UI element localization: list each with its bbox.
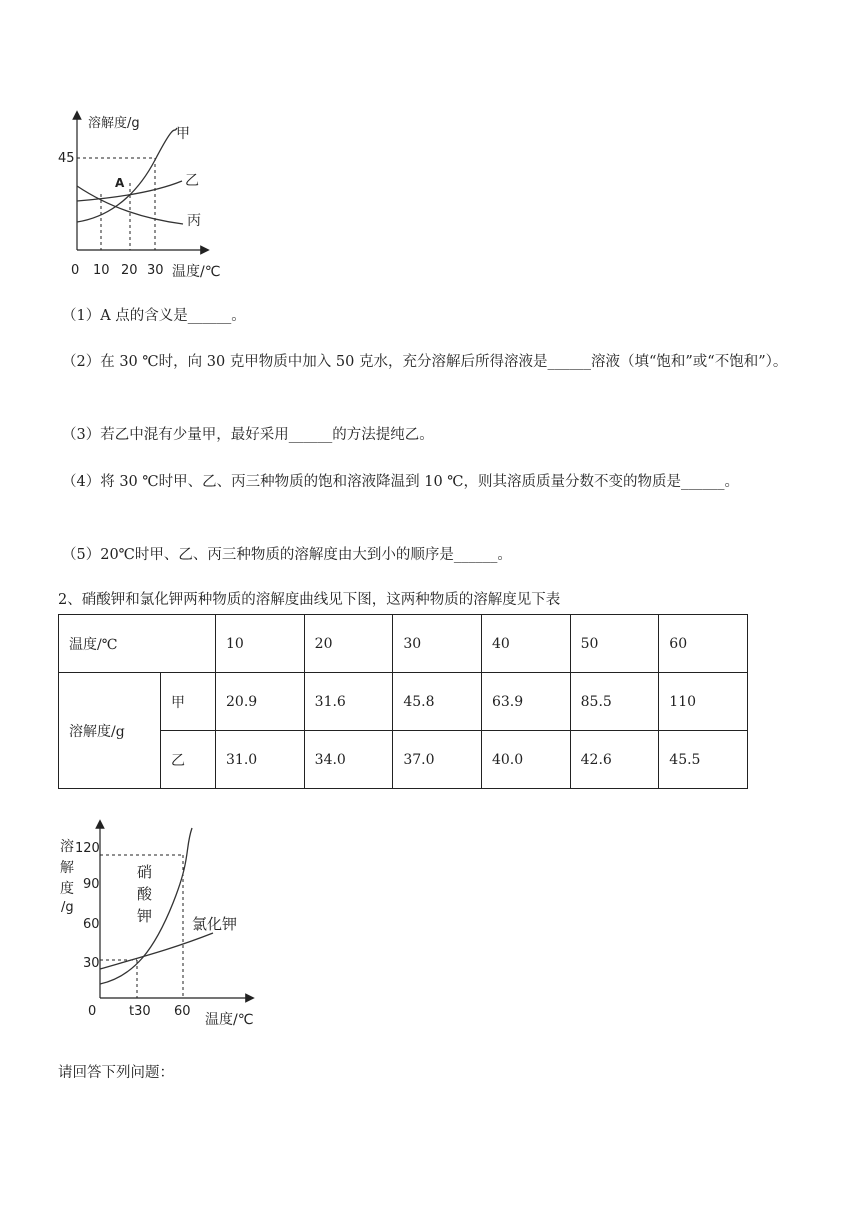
question-2-intro: 2、硝酸钾和氯化钾两种物质的溶解度曲线见下图，这两种物质的溶解度见下表 [58,592,561,608]
question-1-5: （5）20℃时甲、乙、丙三种物质的溶解度由大到小的顺序是______。 [62,547,512,563]
table-row-name: 甲 [161,673,216,731]
table-cell: 40.0 [481,731,570,789]
table-cell: 20.9 [216,673,305,731]
table-row [59,673,748,731]
point-a-label: A [115,176,125,190]
solubility-figure-2 [55,818,265,1033]
curve-label-chloride: 氯化钾 [192,915,238,933]
x-tick-0: 0 [88,1004,97,1019]
y-axis-label-char: 解 [60,860,74,876]
y-tick-30: 30 [83,956,100,971]
x-tick-t30: t30 [129,1004,151,1019]
curve-label-nitrate-char: 硝 [137,863,153,881]
table-cell: 85.5 [570,673,659,731]
curve-label-nitrate-char: 钾 [137,907,153,925]
x-tick-10: 10 [93,263,110,278]
question-1-4: （4）将 30 ℃时甲、乙、丙三种物质的饱和溶液降温到 10 ℃，则其溶质质量分数不变的物质是______。 [62,474,740,490]
solubility-table [58,614,748,789]
table-header-label: 温度/℃ [59,615,216,673]
y-axis-label-char: /g [61,900,74,915]
curve-label-bing: 丙 [187,213,201,229]
table-cell: 45.8 [393,673,482,731]
table-temp: 20 [304,615,393,673]
curve-label-nitrate-char: 酸 [137,885,153,903]
curve-label-yi: 乙 [185,173,199,189]
table-cell: 34.0 [304,731,393,789]
y-tick-45: 45 [58,151,75,166]
y-tick-60: 60 [83,917,100,932]
x-tick-20: 20 [121,263,138,278]
table-cell: 45.5 [659,731,748,789]
curve-jia [77,128,177,222]
y-tick-90: 90 [83,877,100,892]
question-1-2: （2）在 30 ℃时，向 30 克甲物质中加入 50 克水，充分溶解后所得溶液是______溶液（填“饱和”或“不饱和”）。 [62,354,788,370]
y-axis-label-char: 溶 [60,839,74,855]
table-cell: 31.6 [304,673,393,731]
table-row [59,731,748,789]
table-temp: 30 [393,615,482,673]
question-1-3: （3）若乙中混有少量甲，最好采用______的方法提纯乙。 [62,427,434,443]
y-axis-label: 溶解度/g [88,116,140,131]
table-row-name: 乙 [161,731,216,789]
curve-label-jia: 甲 [176,126,190,142]
y-axis-label-char: 度 [60,881,74,897]
table-group-label: 溶解度/g [59,673,161,789]
x-axis-label: 温度/℃ [205,1012,254,1028]
y-tick-120: 120 [75,841,100,856]
table-temp: 60 [659,615,748,673]
table-cell: 31.0 [216,731,305,789]
table-cell: 63.9 [481,673,570,731]
question-2-prompt: 请回答下列问题： [58,1065,174,1081]
curve-potassium-nitrate [100,828,192,984]
solubility-figure-1 [55,110,225,285]
x-axis-label: 温度/℃ [172,264,221,280]
x-tick-60: 60 [174,1004,191,1019]
table-temp: 50 [570,615,659,673]
table-temp: 40 [481,615,570,673]
table-row [59,615,748,673]
table-cell: 37.0 [393,731,482,789]
x-tick-30: 30 [147,263,164,278]
x-tick-0: 0 [71,263,80,278]
table-cell: 110 [659,673,748,731]
table-temp: 10 [216,615,305,673]
question-1-1: （1）A 点的含义是______。 [62,308,246,324]
table-cell: 42.6 [570,731,659,789]
